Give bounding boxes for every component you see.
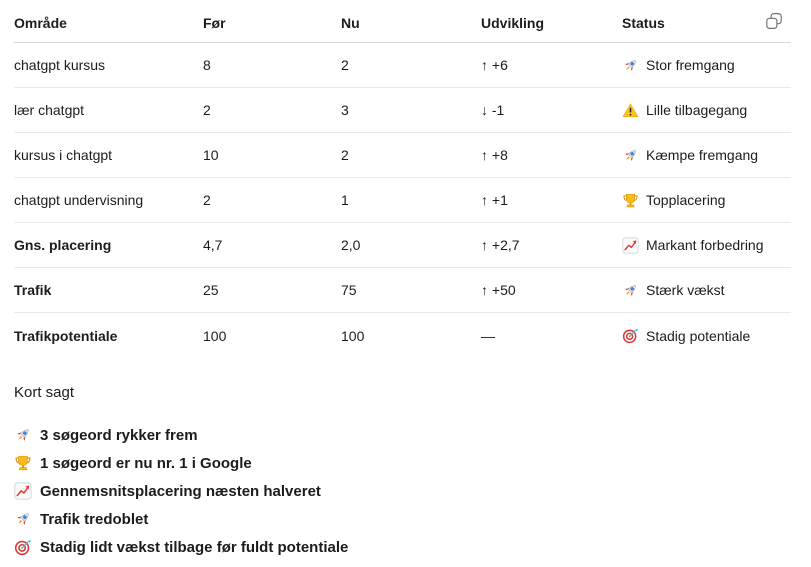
change-value: —	[481, 327, 495, 344]
status-cell	[622, 237, 791, 254]
trophy-icon	[14, 454, 32, 472]
table-row	[14, 268, 791, 313]
target-icon	[14, 538, 32, 556]
now-value: 2,0	[341, 237, 361, 253]
before-value: 25	[203, 282, 219, 298]
before-value: 10	[203, 147, 219, 163]
metric-label: Trafik	[14, 282, 52, 298]
copy-button[interactable]	[765, 12, 783, 30]
summary-item	[14, 421, 811, 449]
table-row	[14, 133, 791, 178]
now-value: 2	[341, 57, 349, 73]
change-value: ↓ -1	[481, 102, 505, 118]
rocket-icon	[622, 147, 639, 164]
keyword-label: lær chatgpt	[14, 102, 85, 118]
change-value: ↑ +50	[481, 282, 516, 298]
table-row	[14, 178, 791, 223]
status-cell	[622, 327, 791, 344]
status-label: Kæmpe fremgang	[646, 147, 759, 163]
summary-heading: Kort sagt	[14, 384, 75, 401]
now-value: 75	[341, 282, 357, 298]
copy-icon	[765, 12, 783, 30]
table-row	[14, 88, 791, 133]
column-header-status: Status	[622, 15, 665, 31]
rocket-icon	[622, 282, 639, 299]
summary-item-text: Trafik tredoblet	[40, 510, 149, 528]
status-cell	[622, 192, 791, 209]
column-header-now: Nu	[341, 15, 360, 31]
table-row	[14, 223, 791, 268]
before-value: 2	[203, 102, 211, 118]
column-header-area: Område	[14, 15, 67, 31]
status-label: Topplacering	[646, 192, 726, 208]
target-icon	[622, 327, 639, 344]
chart-up-icon	[622, 237, 639, 254]
column-header-change: Udvikling	[481, 15, 545, 31]
metric-label: Gns. placering	[14, 237, 112, 253]
summary-item	[14, 533, 811, 561]
metric-label: Trafikpotentiale	[14, 327, 118, 344]
table-row	[14, 43, 791, 88]
rocket-icon	[14, 510, 32, 528]
chart-up-icon	[14, 482, 32, 500]
status-cell	[622, 147, 791, 164]
status-cell	[622, 102, 791, 119]
status-cell	[622, 282, 791, 299]
rocket-icon	[14, 426, 32, 444]
change-value: ↑ +1	[481, 192, 508, 208]
status-label: Stor fremgang	[646, 57, 735, 73]
change-value: ↑ +2,7	[481, 237, 520, 253]
before-value: 4,7	[203, 237, 223, 253]
status-cell	[622, 57, 791, 74]
now-value: 3	[341, 102, 349, 118]
column-header-before: Før	[203, 15, 226, 31]
summary-item-text: 1 søgeord er nu nr. 1 i Google	[40, 454, 252, 472]
change-value: ↑ +8	[481, 147, 508, 163]
keyword-label: chatgpt kursus	[14, 57, 106, 73]
status-label: Stærk vækst	[646, 282, 725, 298]
keyword-label: kursus i chatgpt	[14, 147, 113, 163]
summary-item-text: 3 søgeord rykker frem	[40, 426, 198, 444]
before-value: 100	[203, 327, 227, 344]
status-label: Markant forbedring	[646, 237, 764, 253]
summary-item-text: Stadig lidt vækst tilbage før fuldt potentiale	[40, 538, 349, 556]
summary-item	[14, 477, 811, 505]
before-value: 2	[203, 192, 211, 208]
now-value: 1	[341, 192, 349, 208]
status-label: Lille tilbagegang	[646, 102, 748, 118]
table-row	[14, 313, 791, 358]
warning-icon	[622, 102, 639, 119]
summary-item-text: Gennemsnitsplacering næsten halveret	[40, 482, 321, 500]
status-label: Stadig potentiale	[646, 327, 751, 344]
change-value: ↑ +6	[481, 57, 508, 73]
before-value: 8	[203, 57, 211, 73]
now-value: 100	[341, 327, 365, 344]
results-table	[14, 0, 791, 358]
summary-section	[14, 383, 811, 561]
keyword-label: chatgpt undervisning	[14, 192, 144, 208]
summary-item	[14, 505, 811, 533]
summary-list	[14, 421, 811, 561]
summary-item	[14, 449, 811, 477]
rocket-icon	[622, 57, 639, 74]
table-header-row	[14, 0, 791, 43]
trophy-icon	[622, 192, 639, 209]
now-value: 2	[341, 147, 349, 163]
